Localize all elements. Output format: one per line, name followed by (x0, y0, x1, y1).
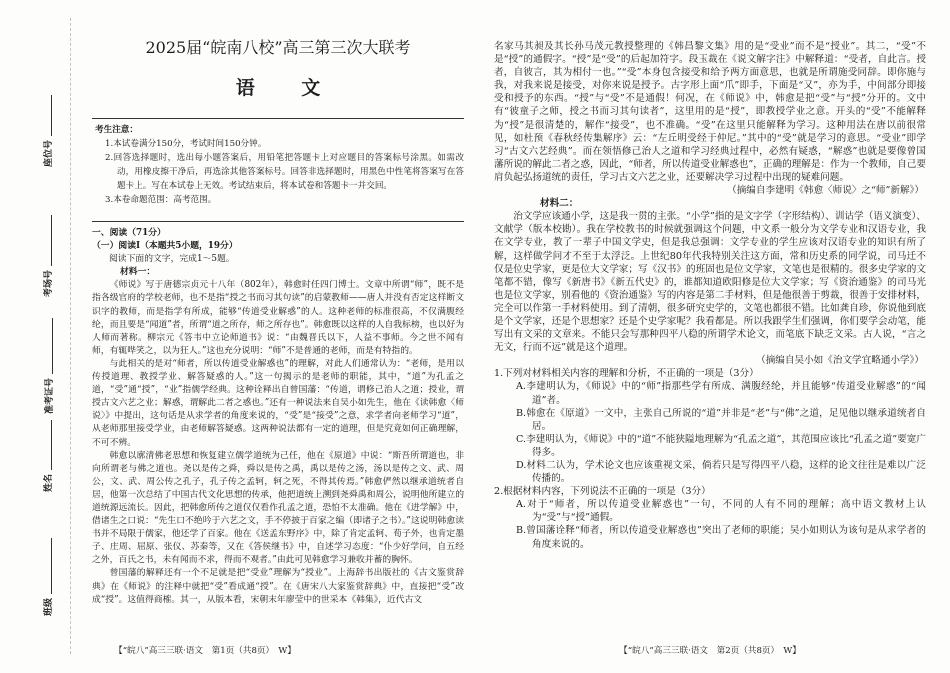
question-2 (494, 485, 926, 550)
reading-section (92, 227, 464, 607)
material-1-source: （摘编自李建明《韩愈〈师说〉之“师”新解》） (727, 185, 924, 197)
question-option: B.曾国藩诠释“师者，所以传道受业解惑也”突出了老师的职能；吴小如则认为该句是从求学者的角度来说的。 (516, 525, 926, 550)
name-blank (42, 420, 52, 470)
section-instruction: 阅读下面的文字，完成1～5题。 (109, 254, 235, 265)
material-1-paragraph: 曾国藩的解释还有一个不足就是把“受业”理解为“授业”。上海辞书出版社的《古文鉴赏辞典》在《师说》的注释中就把“受”看成通“授”。在《唐宋八大家鉴赏辞典》中，直接把“受”改成“授”。这值得商榷。其一，从版本看，宋朝末年廖莹中的世采本《韩集》，近代古文 (92, 568, 464, 605)
exam-room-label: 考场号 (43, 269, 54, 297)
name-label: 姓名 (43, 473, 54, 492)
question-stem: 2.根据材料内容，下列说法不正确的一项是（3分） (494, 486, 711, 498)
question-option: A.李建明认为，《师说》中的“师”指那些学有所成、满腹经纶，并且能够“传道受业解惑”的“闻道”者。 (516, 381, 926, 406)
name-field (40, 420, 54, 492)
candidate-notice (92, 118, 464, 222)
material-1-label: 材料一： (120, 267, 156, 278)
material-2-source: （摘编自吴小如《治文学宜略通小学》） (756, 355, 924, 367)
exam-room-field (40, 215, 54, 297)
material-1-paragraph: 《师说》写于唐德宗贞元十八年（802年），韩愈时任四门博士。文章中所谓“师”，既不是指各级官府的学校老师，也不是指“授之书而习其句读”的启蒙教师——唐人并没有否定这样断文识字的教师，而是指学有所成，能够“传道受业解惑”的人。这种老师的标准很高，不仅满腹经纶，而且要是“闻道”者，所谓“道之所存，师之所存也”。韩愈既以这样的人自我标榜，也以好为人师而著称。柳宗元《答韦中立论师道书》说：“由魏晋氏以下，人益不事师。今之世不闻有师，有辄哗笑之，以为狂人。”这也充分说明：“师”不是普通的老师，而是有特指的。 (92, 280, 464, 356)
page-1-footer: 【“皖八”高三三联·语文 第1页（共8页） W】 (114, 646, 296, 656)
material-1-paragraph: 与此相关的是对“师者，所以传道受业解惑也”的理解，对此人们通常认为：“老师，是用以传授道理、教授学业、解答疑惑的人。”这一句揭示的是老师的职能，其中，“道”为孔孟之道，“受”通“授”，“业”指儒学经典。这种诠释出自曾国藩：“传道，谓修己治人之道；授业，谓授古文六艺之业；解惑，谓解此二者之惑也。”还有一种说法来自吴小如先生，他在《读韩愈〈师说〉》中提出，这句话是从求学者的角度来说的，“受”是“接受”之意，求学者向老师学习“道”，从老师那里接受学业，由老师解答疑惑。这两种说法都有一定的道理，但是究竟如何正确理解，不可不辨。 (92, 358, 464, 448)
class-field (40, 538, 54, 616)
material-2-paragraph: 治文学应该通小学，这是我一贯的主张。“小学”指的是文字学（字形结构）、训诂学（语义演变）、文献学（版本校勘）。我在学校教书的时候就强调这个问题，中文系一般分为文学专业和汉语专业，我在文学专业，教了一辈子中国文学史，但是我总强调：文学专业的学生应该对汉语专业的知识有所了解，这样做学问才不至于太浮泛。上世纪80年代我特别关注这方面，常和历史系的同学说，司马迁不仅是位史学家，更是位大文学家；写《汉书》的班固也是位文学家，文笔也是很精的。很多史学家的文笔都不错，像写《新唐书》《新五代史》的，谁都知道欧阳修是位大文学家；写《资治通鉴》的司马光也是位文学家，别看他的《资治通鉴》写的内容是第二手材料，但是他很善于剪裁，很善于安排材料，完全可以作第一手材料使用。到了清朝，很多研究史学的，文笔也都很不错。比如龚自珍，你说他到底是个文学家，还是个思想家？还是个史学家呢？我看都是。所以我跟学生们强调，你们要学会动笔，能写出有文采的文章来。不能只会写那种四平八稳的所谓学术论文，而笔底下缺乏文采。古人说，“言之无文，行而不远”就是这个道理。 (494, 211, 926, 354)
question-1 (494, 367, 926, 485)
page-2 (494, 40, 926, 640)
seat-number-label: 座位号 (43, 139, 54, 167)
binding-line (70, 18, 71, 654)
subject-title: 语 文 (235, 77, 341, 99)
seat-number-blank (42, 95, 52, 136)
class-label: 班级 (43, 597, 54, 616)
seat-number-field (40, 95, 54, 167)
exam-title: 2025届“皖南八校”高三第三次大联考 (145, 38, 411, 57)
question-option: B.韩愈在《原道》一文中，主张自己所说的“道”并非是“老”与“佛”之道，足见他以继承道统者自居。 (516, 407, 926, 432)
exam-room-blank (42, 215, 52, 266)
notice-heading: 考生注意： (95, 125, 138, 135)
page-1 (92, 30, 464, 642)
exam-id-blank (43, 318, 53, 374)
question-stem: 1.下列对材料相关内容的理解和分析，不正确的一项是（3分） (494, 368, 759, 380)
exam-id-field (41, 318, 55, 414)
section-subtitle: （一）阅读Ⅰ（本题共5小题，19分） (92, 241, 238, 252)
page-2-footer: 【“皖八”高三三联·语文 第2页（共8页） W】 (619, 646, 801, 656)
notice-item: 3.本卷命题范围：高考范围。 (105, 195, 217, 205)
question-option: D.材料二认为，学术论文也应该重视文采，倘若只是写得四平八稳，这样的论文往往是难以广泛传播的。 (516, 460, 926, 485)
question-option: A.对于“师者，所以传道受业解惑也”一句，不同的人有不同的理解；高中语文教材上认为“受”与“授”通假。 (516, 499, 926, 524)
question-option: C.李建明认为，《师说》中的“道”不能狭隘地理解为“孔孟之道”，其范围应该比“孔孟之道”要宽广得多。 (516, 433, 926, 458)
material-1-paragraph: 韩愈以廓清佛老思想和恢复建立儒学道统为己任，他在《原道》中说：“斯吾所谓道也，非向所谓老与佛之道也。尧以是传之舜，舜以是传之禹，禹以是传之汤，汤以是传之文、武、周公，文、武、周公传之孔子，孔子传之孟轲，轲之死，不得其传焉。”韩愈俨然以继承道统者自居，他第一次总结了中国古代文化思想的传承，他把道统上溯到尧舜禹和周公，说明他所建立的道统源远流长。因此，把韩愈所传之道仅仅看作孔孟之道，恐怕不太准确。他在《进学解》中，借诸生之口说：“先生口不绝吟于六艺之文，手不停披于百家之编（即诸子之书）。”这说明韩愈读书并不局限于儒家，他还学了百家。他在《送孟东野序》中，除了肯定孟轲、荀子外，也肯定墨子、庄周、屈原、张仪、苏秦等，又在《答侯继书》中，自述学习态度：“仆少好学问，自五经之外，百氏之书，未有闻而不求，得而不观者。”由此可见韩愈学习兼收并蓄的胸怀。 (92, 450, 464, 566)
notice-item: 2.回答选择题时，选出每小题答案后，用铅笔把答题卡上对应题目的答案标号涂黑。如需改动，用橡皮擦干净后，再选涂其他答案标号。回答非选择题时，用黑色中性笔将答案写在答题卡上。写在本试卷上无效。考试结束后，将本试卷和答题卡一并交回。 (105, 153, 464, 191)
material-1-continuation: 名家马其昶及其长孙马茂元教授整理的《韩昌黎文集》用的是“受业”而不是“授业”。其二，“受”不是“授”的通假字。“授”是“受”的后起加符字。段玉裁在《说文解字注》中解释道：“受者，自此言。授者，自彼言，其为相付一也。”“受”本身包含接受和给予两方面意思，也就是所谓施受同辞。即你施与我，对我来说是接受，对你来说是授予。古字形上面“爪”即手，下面是“又”，亦为手，中间部分即接受和授予的东西。“授”与“受”不是通假！何况，在《师说》中，韩愈是把“受”与“授”分开的。文中有“彼童子之师，授之书而习其句读者”，这里用的是“授”，即教授学业之意。开头的“受”不能解释为“授”是很清楚的，解作“接受”，也不准确。“受”在这里只能解释为学习。这种用法在唐以前很常见，如杜预《春秋经传集解序》云：“左丘明受经于仲尼。”其中的“受”就是学习的意思。“受业”即学习“古文六艺经典”。而在领悟修己治人之道和学习经典过程中，必然有疑惑，“解惑”也就是要像曾国藩所说的解此二者之惑，因此，“师者，所以传道受业解惑也”，正确的理解是：作为一个教师，自己要肩负起弘扬道统的责任，学习古文六艺之业，还要解决学习过程中出现的疑难问题。 (494, 41, 926, 183)
class-blank (42, 538, 52, 594)
material-2-label: 材料二： (540, 198, 579, 210)
section-title: 一、阅读（71分） (92, 228, 166, 238)
notice-item: 1.本试卷满分150分，考试时间150分钟。 (105, 139, 267, 149)
exam-id-label: 准考证号 (44, 377, 55, 414)
